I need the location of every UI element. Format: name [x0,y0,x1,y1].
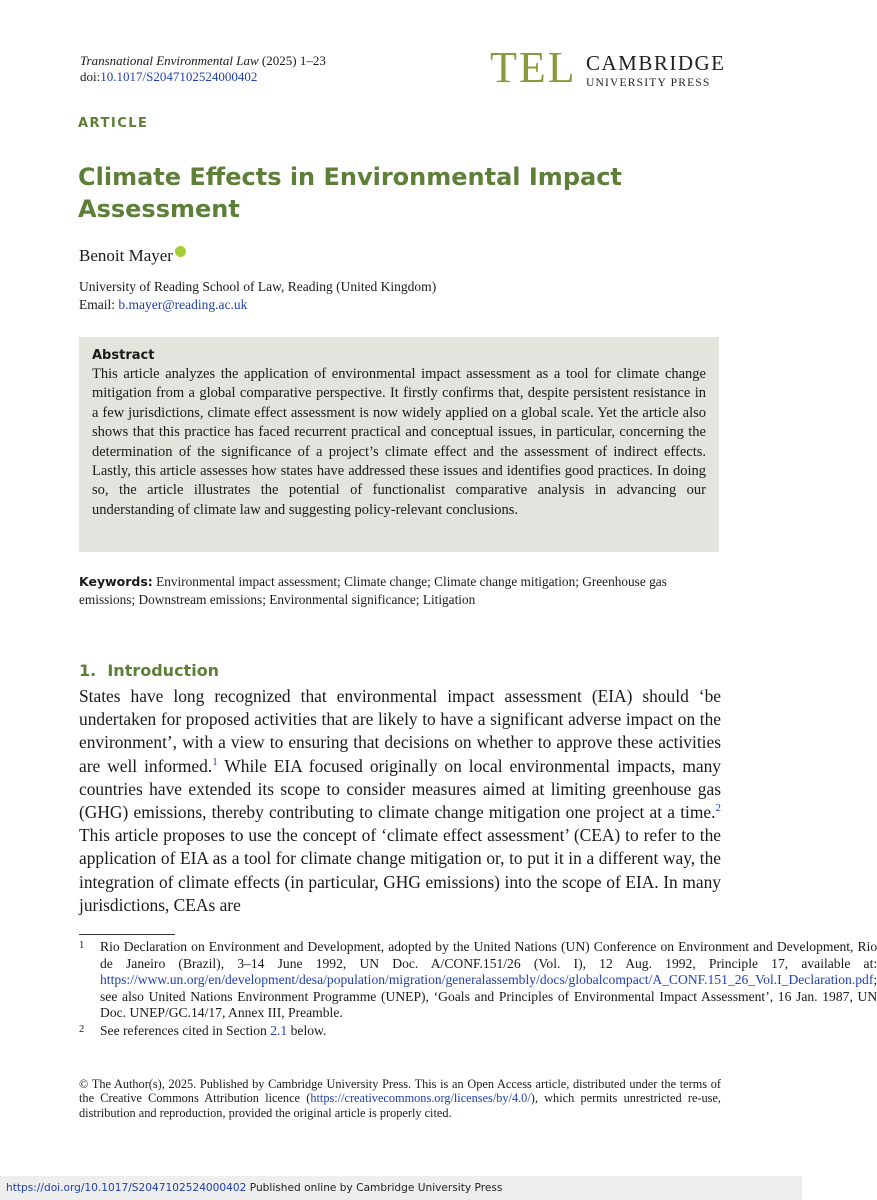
cambridge-logo [586,52,726,90]
university-press-logo-text: UNIVERSITY PRESS [586,77,711,89]
author-name: Benoit Mayer [79,246,173,265]
abstract-box [79,337,719,552]
footnote-number: 2 [79,1023,85,1035]
creative-commons-link[interactable]: https://creativecommons.org/licenses/by/4.0/ [310,1091,531,1106]
license-text-after: ), which permits unrestricted re-use, distribution and reproduction, provided the original article is properly cited. [79,1091,721,1120]
footnote-text [100,1023,721,1040]
footnote-link-un-declaration[interactable]: https://www.un.org/en/development/desa/population/migration/generalassembly/docs/globalcompact/A_CONF.151_26_Vol.I_Declaration.pdf [100,972,874,988]
author-affiliation-block [79,278,436,314]
footnote [79,1023,721,1040]
journal-name: Transnational Environmental Law [80,53,259,68]
affiliation: University of Reading School of Law, Reading (United Kingdom) [79,279,437,294]
introduction-paragraph [79,685,721,917]
intro-text-part2: While EIA focused originally on local environmental impacts, many countries have extended its scope to consider measures aimed at limiting greenhouse gas (GHG) emissions, thereby contributing to climate change mitigation one project at a time. [79,755,721,823]
doi-prefix: doi: [80,69,101,84]
section-heading-introduction: 1. Introduction [79,661,220,680]
footnote-ref-1[interactable]: 1 [212,755,218,768]
footer-bar [0,1176,802,1200]
author-line [79,246,186,266]
footnote-text-before: See references cited in Section [100,1022,271,1038]
footnote-divider [79,934,175,935]
footnote-number: 1 [79,940,85,951]
tel-logo: TEL [490,43,577,92]
email-label: Email: [79,297,115,312]
abstract-text: This article analyzes the application of environmental impact assessment as a tool for climate change mitigation from a global comparative perspective. It firstly confirms that, despite persistent resistance in a few jurisdictions, climate effect assessment is now widely applied on a global scale. Yet the article also shows that this practice has faced recurrent practical and conceptual issues, in particular, concerning the determination of the significance of a project’s climate effect and the assessment of indirect effects. Lastly, this article assesses how states have addressed these issues and identifies good practices. In doing so, the article illustrates the potential of functionalist comparative analysis in advancing our understanding of climate law and suggesting policy-relevant conclusions. [92,366,706,518]
journal-meta: (2025) 1–23 [261,53,326,68]
footnote-text [100,939,877,1022]
license-notice [79,1077,721,1120]
journal-header [80,53,326,85]
footnote [79,939,877,1022]
footnote-text-after: below. [287,1022,327,1038]
doi-link[interactable]: 10.1017/S2047102524000402 [100,69,258,84]
footnote-ref-2[interactable]: 2 [715,802,721,815]
footnote-text-before: Rio Declaration on Environment and Development, adopted by the United Nations (UN) Conference on Environment and Development, Rio de Janeiro (Brazil), 3–14 June 1992, UN Doc. A/CONF.151/26 (Vol. I), 12 Aug. 1992, Principle 17, available at: [100,939,877,971]
abstract-heading: Abstract [92,348,155,363]
cambridge-logo-text: CAMBRIDGE [586,51,726,75]
intro-text-part3: This article proposes to use the concept of ‘climate effect assessment’ (CEA) to refer to the application of EIA as a tool for climate change mitigation or, to put it in a different way, the integration of climate effects (in particular, GHG emissions) into the scope of EIA. In many jurisdictions, CEAs are [79,825,721,915]
author-email-link[interactable]: b.mayer@reading.ac.uk [118,297,248,312]
keywords [79,573,721,609]
license-text-before: © The Author(s), 2025. Published by Cambridge University Press. This is an Open Access article, distributed under the terms of the Creative Commons Attribution licence ( [79,1077,721,1106]
footer-published-text: Published online by Cambridge University Press [246,1182,503,1194]
keywords-label: Keywords: [79,574,153,589]
intro-text-part1: States have long recognized that environmental impact assessment (EIA) should ‘be undertaken for proposed activities that are likely to have a significant adverse impact on the environment’, with a view to ensuring that decisions on whether to approve these activities are well informed. [79,686,721,776]
footer-doi-link[interactable]: https://doi.org/10.1017/S2047102524000402 [6,1182,247,1194]
article-title: Climate Effects in Environmental Impact Assessment [78,163,622,223]
footnotes [79,939,877,1041]
section-link-2-1[interactable]: 2.1 [270,1022,288,1038]
keywords-list: Environmental impact assessment; Climate change; Climate change mitigation; Greenhouse gas emissions; Downstream emissions; Environmental significance; Litigation [79,574,667,607]
article-type-label: ARTICLE [78,116,149,131]
footnote-text-after: ; see also United Nations Environment Programme (UNEP), ‘Goals and Principles of Environmental Impact Assessment’, 16 Jan. 1987, UN Doc. UNEP/GC.14/17, Annex III, Preamble. [100,972,877,1021]
orcid-icon[interactable] [175,246,186,257]
